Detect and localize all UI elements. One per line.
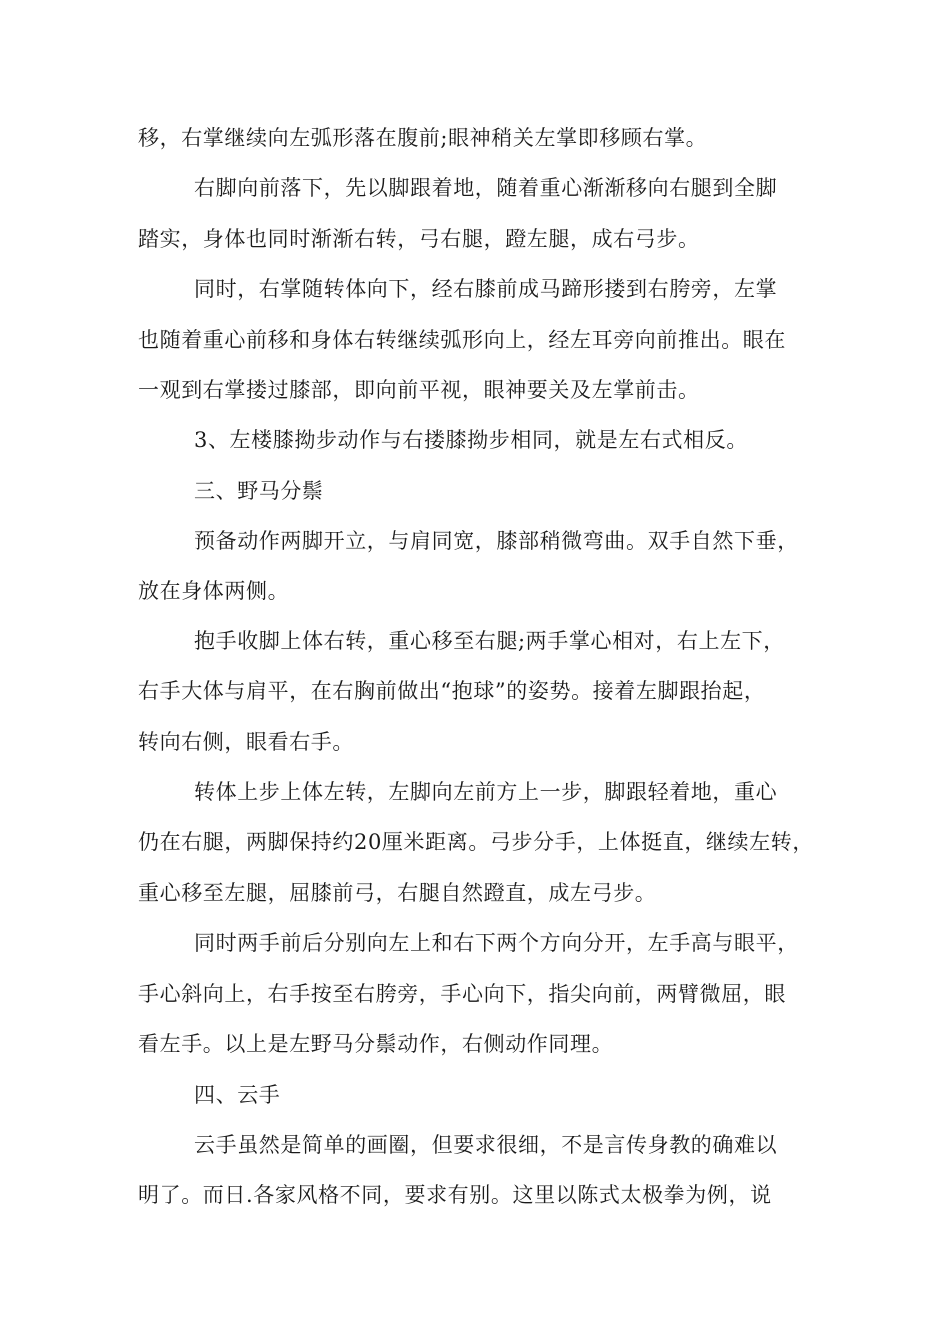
text-line: 抱手收脚上体右转，重心移至右腿;两手掌心相对，右上左下， [194,629,785,653]
text-line: 转体上步上体左转，左脚向左前方上一步，脚跟轻着地，重心 [194,780,778,804]
text-line: 右脚向前落下，先以脚跟着地，随着重心渐渐移向右腿到全脚 [194,176,778,200]
text-line: 3、左楼膝拗步动作与右搂膝拗步相同，就是左右式相反。 [194,428,748,452]
text-line: 云手虽然是简单的画圈，但要求很细，不是言传身教的确难以 [194,1133,778,1157]
text-line: 一观到右掌搂过膝部，即向前平视，眼神要关及左掌前击。 [138,378,700,402]
text-line: 移，右掌继续向左弧形落在腹前;眼神稍关左掌即移顾右掌。 [138,126,708,150]
text-line: 明了。而日.各家风格不同，要求有别。这里以陈式太极拳为例，说 [138,1183,772,1207]
text-line: 预备动作两脚开立，与肩同宽，膝部稍微弯曲。双手自然下垂， [194,529,799,553]
text-line: 转向右侧，眼看右手。 [138,730,354,754]
text-line: 仍在右腿，两脚保持约20厘米距离。弓步分手，上体挺直，继续左转， [138,830,814,854]
text-line: 同时，右掌随转体向下，经右膝前成马蹄形搂到右胯旁，左掌 [194,277,778,301]
text-line: 手心斜向上，右手按至右胯旁，手心向下，指尖向前，两臂微屈，眼 [138,982,786,1006]
section-heading: 四、云手 [194,1083,281,1107]
text-line: 放在身体两侧。 [138,579,290,603]
text-line: 也随着重心前移和身体右转继续弧形向上，经左耳旁向前推出。眼在 [138,328,786,352]
text-line: 踏实，身体也同时渐渐右转，弓右腿，蹬左腿，成右弓步。 [138,227,700,251]
text-line: 看左手。以上是左野马分鬃动作，右侧动作同理。 [138,1032,614,1056]
section-heading: 三、野马分鬃 [194,479,324,503]
text-line: 同时两手前后分别向左上和右下两个方向分开，左手高与眼平， [194,931,799,955]
text-line: 重心移至左腿，屈膝前弓，右腿自然蹬直，成左弓步。 [138,881,657,905]
text-line: 右手大体与肩平，在右胸前做出“抱球”的姿势。接着左脚跟抬起， [138,679,766,703]
